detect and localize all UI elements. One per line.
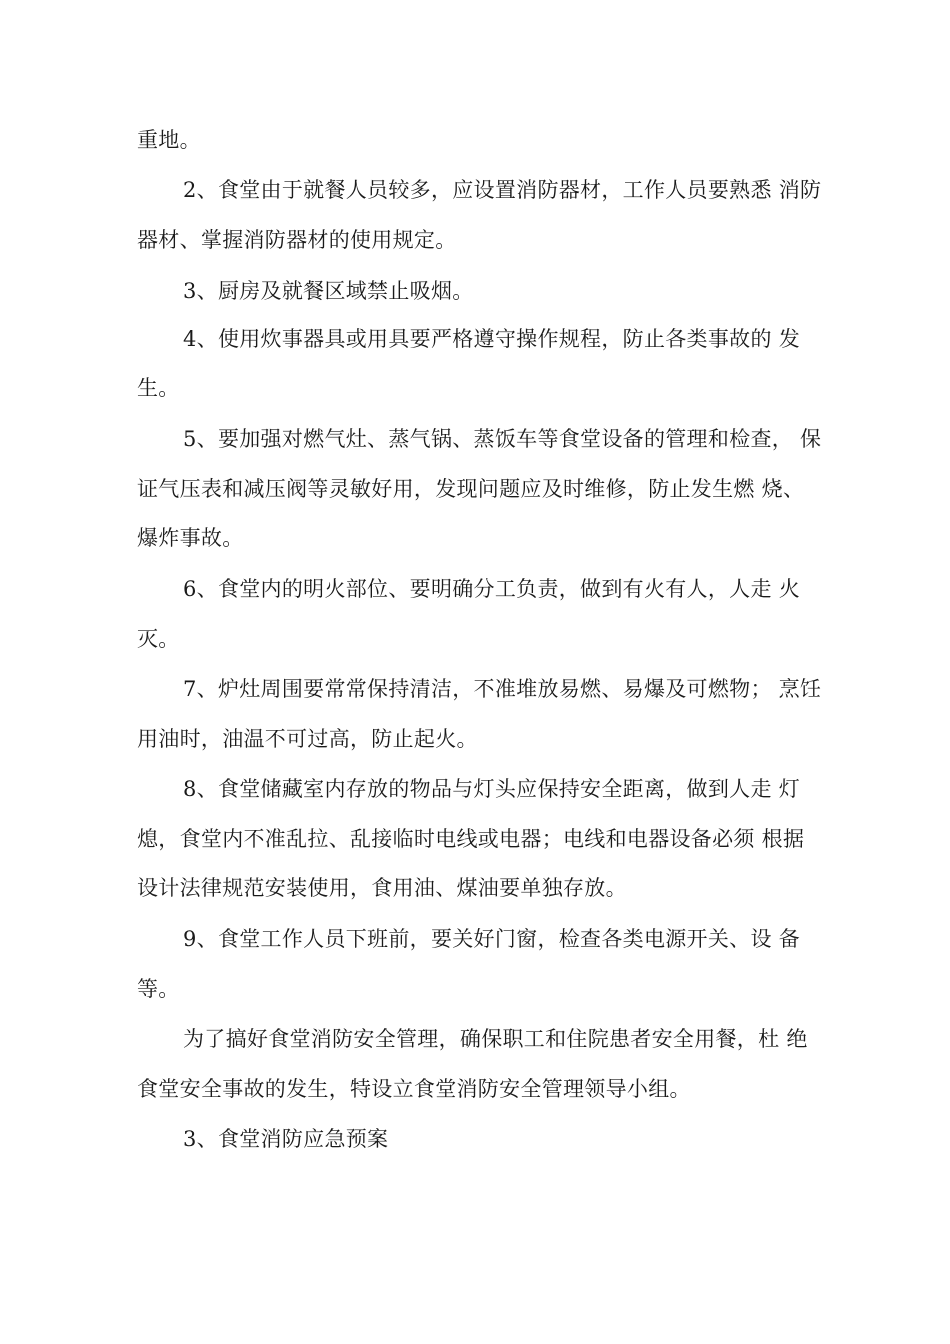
paragraph-line: 生。 [137, 376, 180, 400]
paragraph-line: 爆炸事故。 [137, 526, 244, 550]
paragraph-line: 重地。 [137, 128, 201, 152]
paragraph-line: 等。 [137, 977, 180, 1001]
paragraph-line: 2、食堂由于就餐人员较多，应设置消防器材，工作人员要熟悉 消防 [183, 178, 822, 202]
paragraph-line: 灭。 [137, 627, 180, 651]
paragraph-line: 熄，食堂内不准乱拉、乱接临时电线或电器；电线和电器设备必须 根据 [137, 827, 805, 851]
paragraph-line: 6、食堂内的明火部位、要明确分工负责，做到有火有人，人走 火 [183, 577, 801, 601]
paragraph-line: 食堂安全事故的发生，特设立食堂消防安全管理领导小组。 [137, 1077, 691, 1101]
paragraph-line: 3、厨房及就餐区域禁止吸烟。 [183, 279, 474, 303]
paragraph-line: 7、炉灶周围要常常保持清洁，不准堆放易燃、易爆及可燃物； 烹饪 [183, 677, 822, 701]
paragraph-line: 器材、掌握消防器材的使用规定。 [137, 228, 457, 252]
paragraph-line: 8、食堂储藏室内存放的物品与灯头应保持安全距离，做到人走 灯 [183, 777, 801, 801]
paragraph-line: 设计法律规范安装使用，食用油、煤油要单独存放。 [137, 876, 627, 900]
paragraph-line: 证气压表和减压阀等灵敏好用，发现问题应及时维修，防止发生燃 烧、 [137, 477, 805, 501]
paragraph-line: 5、要加强对燃气灶、蒸气锅、蒸饭车等食堂设备的管理和检查， 保 [183, 427, 822, 451]
paragraph-line: 4、使用炊事器具或用具要严格遵守操作规程，防止各类事故的 发 [183, 327, 801, 351]
paragraph-line: 为了搞好食堂消防安全管理，确保职工和住院患者安全用餐，杜 绝 [183, 1027, 808, 1051]
paragraph-line: 9、食堂工作人员下班前，要关好门窗，检查各类电源开关、设 备 [183, 927, 801, 951]
section-heading: 3、食堂消防应急预案 [183, 1127, 389, 1151]
paragraph-line: 用油时，油温不可过高，防止起火。 [137, 727, 478, 751]
